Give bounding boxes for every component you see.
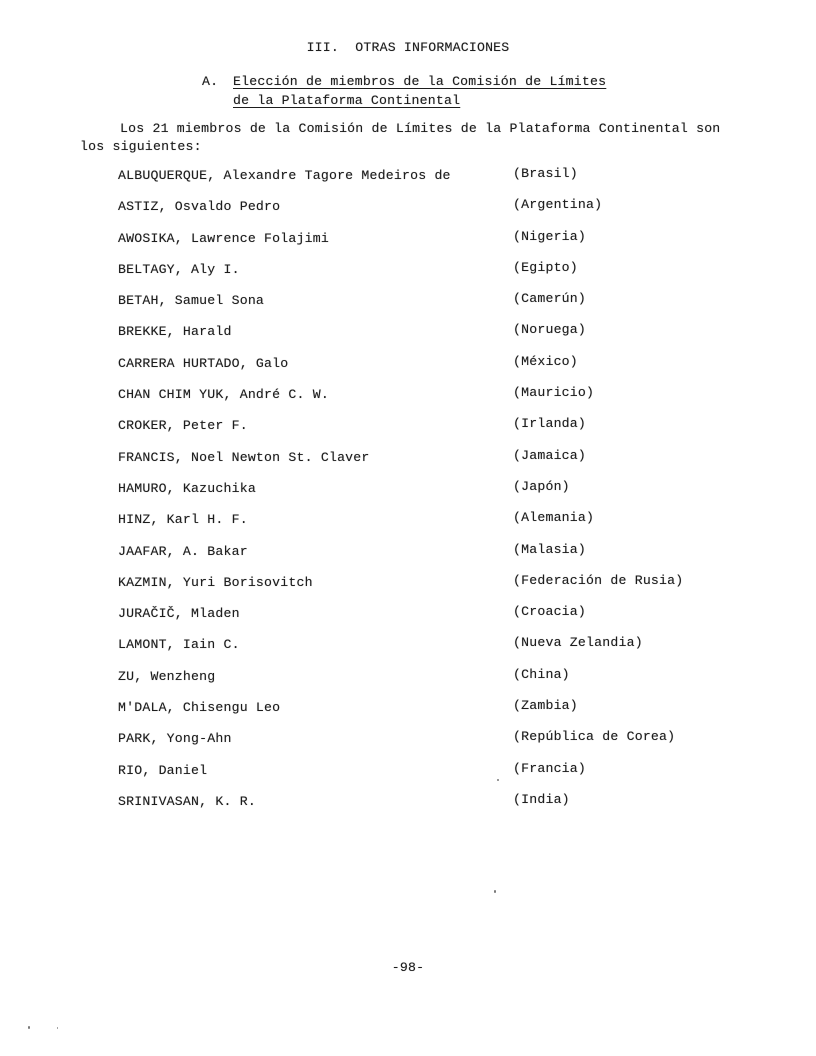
member-country: (Francia): [513, 760, 587, 776]
member-name: FRANCIS, Noel Newton St. Claver: [118, 449, 370, 465]
member-name: JURAČIČ, Mladen: [118, 606, 240, 622]
member-name: CROKER, Peter F.: [118, 418, 248, 434]
scan-speck: [57, 1027, 58, 1029]
member-row: [118, 473, 738, 504]
member-country: (Croacia): [513, 604, 587, 620]
member-name: BETAH, Samuel Sona: [118, 293, 265, 309]
member-country: (Camerún): [513, 291, 587, 307]
member-name: HAMURO, Kazuchika: [118, 480, 256, 496]
section-heading: III. OTRAS INFORMACIONES: [306, 40, 510, 55]
scan-speck: [497, 779, 499, 781]
member-name: PARK, Yong-Ahn: [118, 731, 232, 747]
member-country: (Mauricio): [513, 385, 595, 401]
member-row: [118, 160, 738, 191]
member-name: ALBUQUERQUE, Alexandre Tagore Medeiros de: [118, 168, 451, 183]
member-country: (México): [513, 353, 578, 369]
member-country: (Jamaica): [513, 447, 587, 463]
scan-speck: [494, 890, 496, 893]
member-row: [118, 786, 738, 817]
member-row: [118, 442, 738, 473]
member-row: [118, 254, 738, 285]
intro-line2: los siguientes:: [80, 139, 202, 154]
member-name: BREKKE, Harald: [118, 324, 232, 340]
member-name: JAAFAR, A. Bakar: [118, 543, 248, 559]
member-country: (Egipto): [513, 259, 578, 275]
member-country: (Alemania): [513, 510, 595, 526]
member-country: (Noruega): [513, 322, 587, 338]
subsection-heading: [202, 72, 606, 110]
member-country: (India): [513, 791, 570, 807]
member-row: [118, 379, 738, 410]
member-name: M'DALA, Chisengu Leo: [118, 700, 281, 716]
member-name: AWOSIKA, Lawrence Folajimi: [118, 230, 329, 246]
member-name: BELTAGY, Aly I.: [118, 261, 240, 277]
member-country: (China): [513, 666, 570, 682]
member-row: [118, 504, 738, 535]
member-country: (Argentina): [513, 197, 603, 213]
member-country: (Federación de Rusia): [513, 572, 684, 588]
member-country: (Nigeria): [513, 228, 587, 244]
intro-paragraph: [80, 120, 740, 156]
member-row: [118, 536, 738, 567]
member-row: [118, 285, 738, 316]
member-country: (Japón): [513, 478, 570, 494]
member-row: [118, 410, 738, 441]
member-list: [118, 160, 738, 817]
subsection-title-line1: Elección de miembros de la Comisión de Límites: [233, 74, 607, 89]
scan-speck: [28, 1026, 30, 1029]
subsection-title-line2: de la Plataforma Continental: [233, 93, 461, 108]
member-name: ZU, Wenzheng: [118, 668, 216, 684]
member-row: [118, 723, 738, 754]
member-country: (Brasil): [513, 166, 578, 181]
member-country: (República de Corea): [513, 729, 676, 745]
member-country: (Zambia): [513, 698, 578, 714]
member-country: (Malasia): [513, 541, 587, 557]
member-name: LAMONT, Iain C.: [118, 637, 240, 653]
member-country: (Irlanda): [513, 416, 587, 432]
subsection-title: [233, 72, 606, 110]
member-row: [118, 223, 738, 254]
member-row: [118, 629, 738, 660]
member-row: [118, 755, 738, 786]
member-row: [118, 567, 738, 598]
member-row: [118, 191, 738, 222]
member-row: [118, 316, 738, 347]
member-country: (Nueva Zelandia): [513, 635, 643, 651]
member-name: CHAN CHIM YUK, André C. W.: [118, 387, 329, 403]
member-row: [118, 598, 738, 629]
member-name: RIO, Daniel: [118, 762, 208, 778]
member-name: KAZMIN, Yuri Borisovitch: [118, 574, 313, 590]
intro-line1: Los 21 miembros de la Comisión de Límites de la Plataforma Continental son: [120, 121, 721, 136]
member-row: [118, 692, 738, 723]
member-row: [118, 661, 738, 692]
member-name: ASTIZ, Osvaldo Pedro: [118, 199, 281, 215]
member-name: SRINIVASAN, K. R.: [118, 793, 256, 809]
member-name: HINZ, Karl H. F.: [118, 512, 248, 528]
member-row: [118, 348, 738, 379]
subsection-label: A.: [202, 74, 219, 89]
page-number: -98-: [391, 960, 425, 975]
member-name: CARRERA HURTADO, Galo: [118, 355, 289, 371]
